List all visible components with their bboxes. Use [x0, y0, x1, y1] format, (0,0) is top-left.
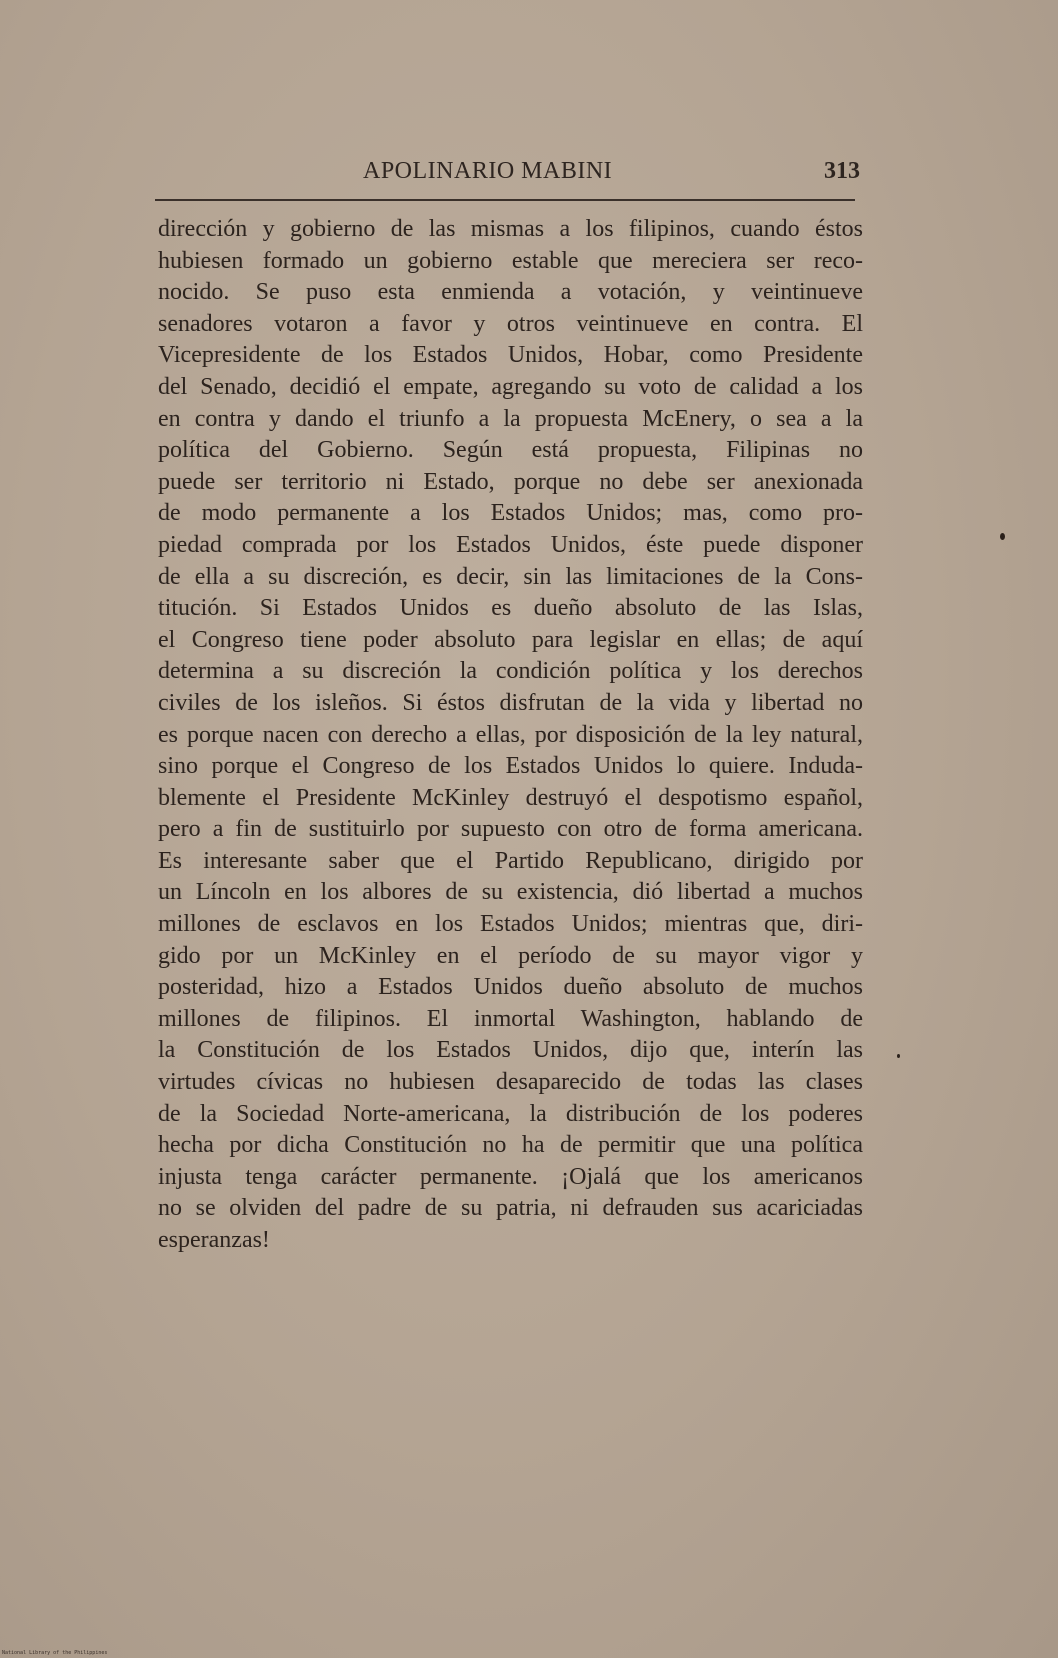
- text-line: millones de filipinos. El inmortal Washington, hablando de: [158, 1005, 863, 1032]
- text-line: piedad comprada por los Estados Unidos, éste puede disponer: [158, 531, 863, 558]
- text-line: injusta tenga carácter permanente. ¡Ojalá que los americanos: [158, 1163, 863, 1190]
- text-line: hubiesen formado un gobierno estable que mereciera ser reco-: [158, 247, 863, 274]
- text-line: posteridad, hizo a Estados Unidos dueño absoluto de muchos: [158, 974, 863, 1001]
- text-line: dirección y gobierno de las mismas a los filipinos, cuando éstos: [158, 216, 863, 242]
- ink-speck: [1000, 533, 1005, 540]
- text-line: la Constitución de los Estados Unidos, dijo que, interín las: [158, 1037, 863, 1064]
- text-line: senadores votaron a favor y otros veintinueve en contra. El: [158, 310, 863, 337]
- text-line: del Senado, decidió el empate, agregando su voto de calidad a los: [158, 373, 863, 400]
- text-line: en contra y dando el triunfo a la propuesta McEnery, o sea a la: [158, 405, 863, 432]
- text-line: de ella a su discreción, es decir, sin las limitaciones de la Cons-: [158, 563, 863, 590]
- page-number: 313: [824, 158, 860, 184]
- running-head: [155, 158, 860, 192]
- library-watermark: National Library of the Philippines: [2, 1650, 108, 1656]
- text-line: pero a fin de sustituirlo por supuesto con otro de forma americana.: [158, 816, 863, 843]
- header-rule: [155, 199, 855, 201]
- text-line: de la Sociedad Norte-americana, la distribución de los poderes: [158, 1100, 863, 1127]
- text-line: no se olviden del padre de su patria, ni defrauden sus acariciadas: [158, 1195, 863, 1222]
- text-line: puede ser territorio ni Estado, porque no debe ser anexionada: [158, 468, 863, 495]
- text-line: es porque nacen con derecho a ellas, por disposición de la ley natural,: [158, 721, 863, 748]
- text-line: política del Gobierno. Según está propuesta, Filipinas no: [158, 437, 863, 464]
- text-line: titución. Si Estados Unidos es dueño absoluto de las Islas,: [158, 595, 863, 622]
- text-line: millones de esclavos en los Estados Unidos; mientras que, diri-: [158, 911, 863, 938]
- text-line: hecha por dicha Constitución no ha de permitir que una política: [158, 1132, 863, 1159]
- text-line: el Congreso tiene poder absoluto para legislar en ellas; de aquí: [158, 626, 863, 653]
- text-line: un Líncoln en los albores de su existencia, dió libertad a muchos: [158, 879, 863, 906]
- text-line: virtudes cívicas no hubiesen desaparecido de todas las clases: [158, 1069, 863, 1096]
- text-line: nocido. Se puso esta enmienda a votación, y veintinueve: [158, 279, 863, 306]
- text-line: blemente el Presidente McKinley destruyó el despotismo español,: [158, 784, 863, 811]
- text-line: esperanzas!: [158, 1227, 270, 1253]
- text-line: civiles de los isleños. Si éstos disfrutan de la vida y libertad no: [158, 689, 863, 716]
- text-line: Es interesante saber que el Partido Republicano, dirigido por: [158, 847, 863, 874]
- text-line: determina a su discreción la condición política y los derechos: [158, 658, 863, 685]
- ink-speck: [897, 1054, 900, 1058]
- text-line: sino porque el Congreso de los Estados Unidos lo quiere. Induda-: [158, 753, 863, 780]
- body-paragraph: [158, 214, 863, 1257]
- running-title: APOLINARIO MABINI: [363, 158, 613, 184]
- text-line: Vicepresidente de los Estados Unidos, Hobar, como Presidente: [158, 342, 863, 369]
- text-line: gido por un McKinley en el período de su mayor vigor y: [158, 942, 863, 969]
- text-line: de modo permanente a los Estados Unidos; mas, como pro-: [158, 500, 863, 527]
